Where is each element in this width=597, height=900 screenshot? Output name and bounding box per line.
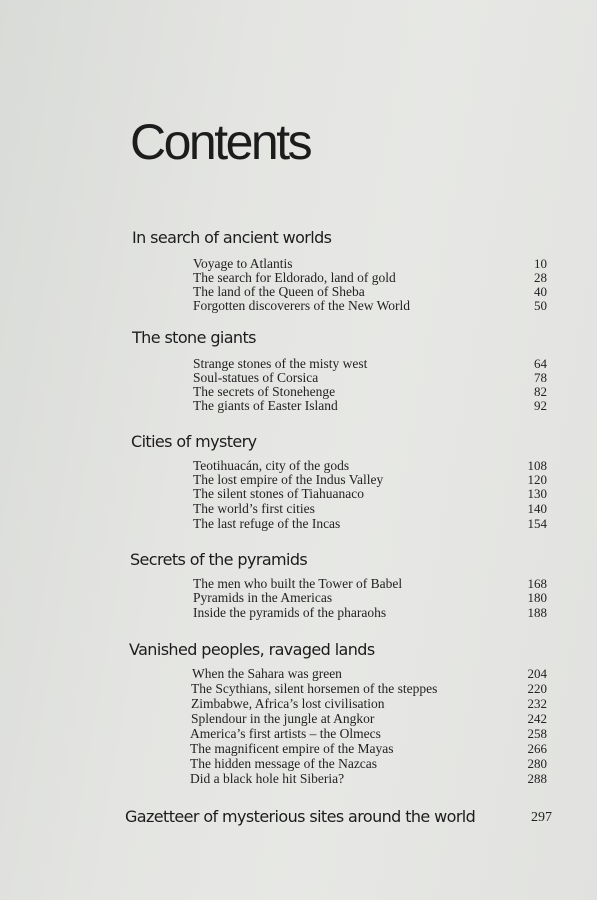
entry-page-number: 40 [534, 284, 547, 299]
entry-page-number: 188 [527, 605, 547, 620]
toc-entry [0, 472, 597, 487]
entry-page-number: 64 [534, 356, 547, 371]
entry-title: The men who built the Tower of Babel [193, 576, 403, 591]
entry-title: Inside the pyramids of the pharaohs [193, 605, 387, 620]
entry-page-number: 10 [534, 256, 547, 271]
toc-entry [0, 501, 597, 516]
toc-entry [0, 726, 597, 741]
entry-title: Forgotten discoverers of the New World [193, 298, 410, 313]
entry-page-number: 78 [534, 370, 547, 385]
entry-page-number: 92 [534, 398, 547, 413]
toc-entry [0, 270, 597, 285]
entry-title: America’s first artists – the Olmecs [190, 726, 381, 741]
entry-page-number: 242 [527, 711, 547, 726]
entry-title: The world’s first cities [193, 501, 315, 516]
entry-page-number: 258 [527, 726, 547, 741]
entry-page-number: 82 [534, 384, 547, 399]
toc-entry [0, 384, 597, 399]
toc-entry [0, 590, 597, 605]
toc-entry [0, 256, 597, 271]
entry-page-number: 28 [534, 270, 547, 285]
toc-entry [0, 486, 597, 501]
entry-page-number: 204 [527, 666, 547, 681]
toc-entry [0, 356, 597, 371]
gazetteer-page-number: 297 [531, 810, 552, 825]
entry-page-number: 140 [527, 501, 547, 516]
entry-title: Did a black hole hit Siberia? [190, 771, 345, 786]
entry-page-number: 50 [534, 298, 547, 313]
toc-entry [0, 756, 597, 771]
toc-entry [0, 605, 597, 620]
entry-title: Pyramids in the Americas [193, 590, 333, 605]
toc-entry [0, 681, 597, 696]
entry-title: Zimbabwe, Africa’s lost civilisation [191, 696, 385, 711]
entry-page-number: 232 [527, 696, 547, 711]
toc-entry [0, 516, 597, 531]
toc-entry [0, 284, 597, 299]
entry-title: The giants of Easter Island [193, 398, 338, 413]
entry-title: The last refuge of the Incas [193, 516, 341, 531]
entry-title: Strange stones of the misty west [193, 356, 368, 371]
section-title: Secrets of the pyramids [130, 550, 308, 569]
toc-entry [0, 298, 597, 313]
toc-entry [0, 398, 597, 413]
toc-entry [0, 370, 597, 385]
entry-page-number: 168 [527, 576, 547, 591]
toc-entry [0, 458, 597, 473]
toc-entry [0, 576, 597, 591]
entry-page-number: 108 [527, 458, 547, 473]
entry-title: The land of the Queen of Sheba [193, 284, 365, 299]
entry-page-number: 180 [527, 590, 547, 605]
toc-entry [0, 711, 597, 726]
entry-title: The lost empire of the Indus Valley [193, 472, 384, 487]
entry-title: The magnificent empire of the Mayas [190, 741, 394, 756]
entry-title: The search for Eldorado, land of gold [193, 270, 396, 285]
entry-page-number: 288 [527, 771, 547, 786]
entry-page-number: 130 [527, 486, 547, 501]
entry-title: The secrets of Stonehenge [193, 384, 336, 399]
entry-page-number: 154 [527, 516, 547, 531]
entry-title: Teotihuacán, city of the gods [193, 458, 350, 473]
section-title: Cities of mystery [131, 432, 257, 451]
entry-title: Voyage to Atlantis [193, 256, 293, 271]
section-title: The stone giants [132, 328, 256, 347]
section-title: In search of ancient worlds [132, 228, 332, 247]
entry-page-number: 120 [527, 472, 547, 487]
toc-entry [0, 741, 597, 756]
toc-entry [0, 666, 597, 681]
toc-entry [0, 771, 597, 786]
entry-title: The Scythians, silent horsemen of the steppes [191, 681, 438, 696]
entry-page-number: 280 [527, 756, 547, 771]
entry-title: Splendour in the jungle at Angkor [191, 711, 375, 726]
entry-title: When the Sahara was green [192, 666, 342, 681]
entry-title: The hidden message of the Nazcas [190, 756, 378, 771]
toc-entry [0, 696, 597, 711]
entry-page-number: 266 [527, 741, 547, 756]
page-title: Contents [130, 114, 311, 170]
gazetteer-title: Gazetteer of mysterious sites around the world [125, 807, 476, 826]
section-title: Vanished peoples, ravaged lands [129, 640, 375, 659]
entry-title: The silent stones of Tiahuanaco [193, 486, 364, 501]
entry-title: Soul-statues of Corsica [193, 370, 319, 385]
entry-page-number: 220 [527, 681, 547, 696]
